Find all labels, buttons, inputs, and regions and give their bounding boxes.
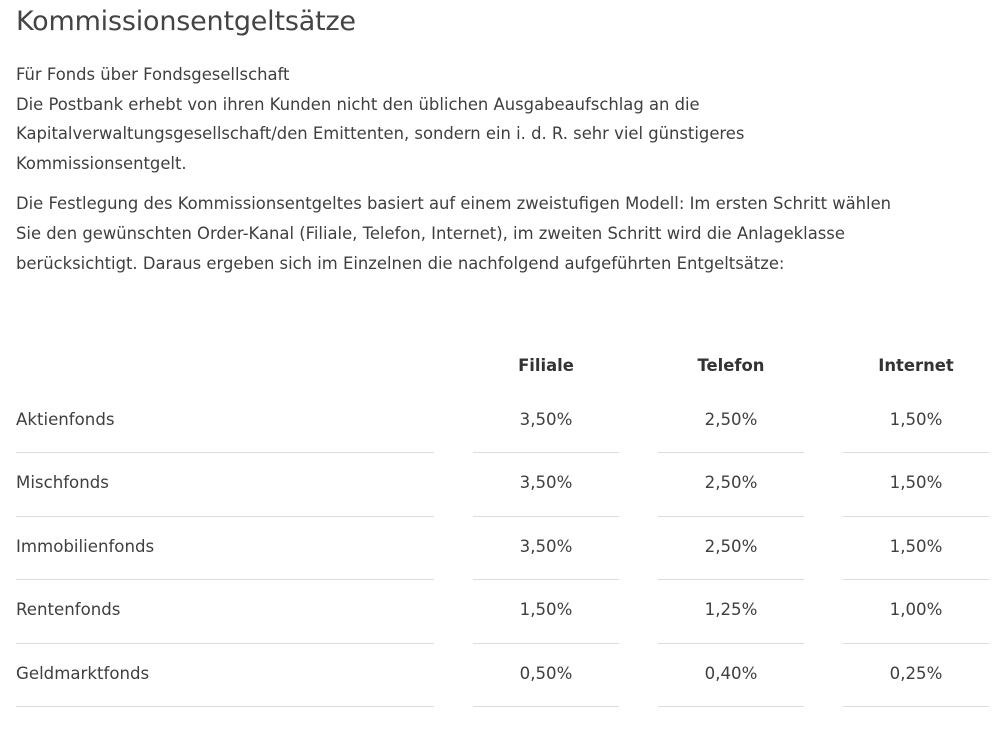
internet-value: 1,50% [889, 473, 943, 493]
telefon-value: 0,40% [704, 663, 758, 683]
column-header-telefon: Telefon [697, 356, 765, 375]
fund-type-label: Geldmarktfonds [16, 663, 150, 683]
filiale-value: 3,50% [519, 536, 573, 556]
table-row [16, 580, 992, 643]
table-row [16, 644, 992, 707]
row-divider [658, 706, 804, 707]
description-line: berücksichtigt. Daraus ergeben sich im Einzelnen die nachfolgend aufgeführten Entgeltsätze: [16, 253, 785, 273]
table-row [16, 453, 992, 516]
column-header-internet: Internet [878, 356, 954, 375]
table-row [16, 517, 992, 580]
fund-type-label: Immobilienfonds [16, 536, 155, 556]
fund-type-label: Mischfonds [16, 473, 109, 493]
description-line: Die Festlegung des Kommissionsentgeltes basiert auf einem zweistufigen Modell: Im ersten Schritt wählen [16, 194, 892, 214]
internet-value: 0,25% [889, 663, 943, 683]
table-row [16, 390, 992, 453]
table-header [16, 346, 992, 390]
filiale-value: 0,50% [519, 663, 573, 683]
internet-value: 1,50% [889, 536, 943, 556]
intro-line: Die Postbank erhebt von ihren Kunden nicht den üblichen Ausgabeaufschlag an die [16, 94, 700, 114]
row-divider [843, 706, 989, 707]
row-divider [473, 706, 619, 707]
content-area [16, 0, 992, 683]
filiale-value: 3,50% [519, 410, 573, 429]
column-header-filiale: Filiale [518, 356, 574, 375]
intro-line: Kommissionsentgelt. [16, 153, 187, 173]
telefon-value: 2,50% [704, 473, 758, 493]
telefon-value: 2,50% [704, 410, 758, 429]
fund-type-label: Rentenfonds [16, 600, 121, 620]
model-description-paragraph [16, 189, 992, 278]
fee-table [16, 346, 992, 707]
fund-type-label: Aktienfonds [16, 410, 115, 429]
intro-line: Kapitalverwaltungsgesellschaft/den Emittenten, sondern ein i. d. R. sehr viel günstigeres [16, 124, 745, 144]
internet-value: 1,50% [889, 410, 943, 429]
intro-paragraph [16, 60, 992, 178]
page-title: Kommissionsentgeltsätze [16, 6, 356, 37]
telefon-value: 2,50% [704, 536, 758, 556]
description-line: Sie den gewünschten Order-Kanal (Filiale, Telefon, Internet), im zweiten Schritt wird die Anlageklasse [16, 223, 845, 243]
filiale-value: 1,50% [519, 600, 573, 620]
row-divider [16, 706, 434, 707]
intro-line: Für Fonds über Fondsgesellschaft [16, 65, 290, 84]
internet-value: 1,00% [889, 600, 943, 620]
filiale-value: 3,50% [519, 473, 573, 493]
telefon-value: 1,25% [704, 600, 758, 620]
